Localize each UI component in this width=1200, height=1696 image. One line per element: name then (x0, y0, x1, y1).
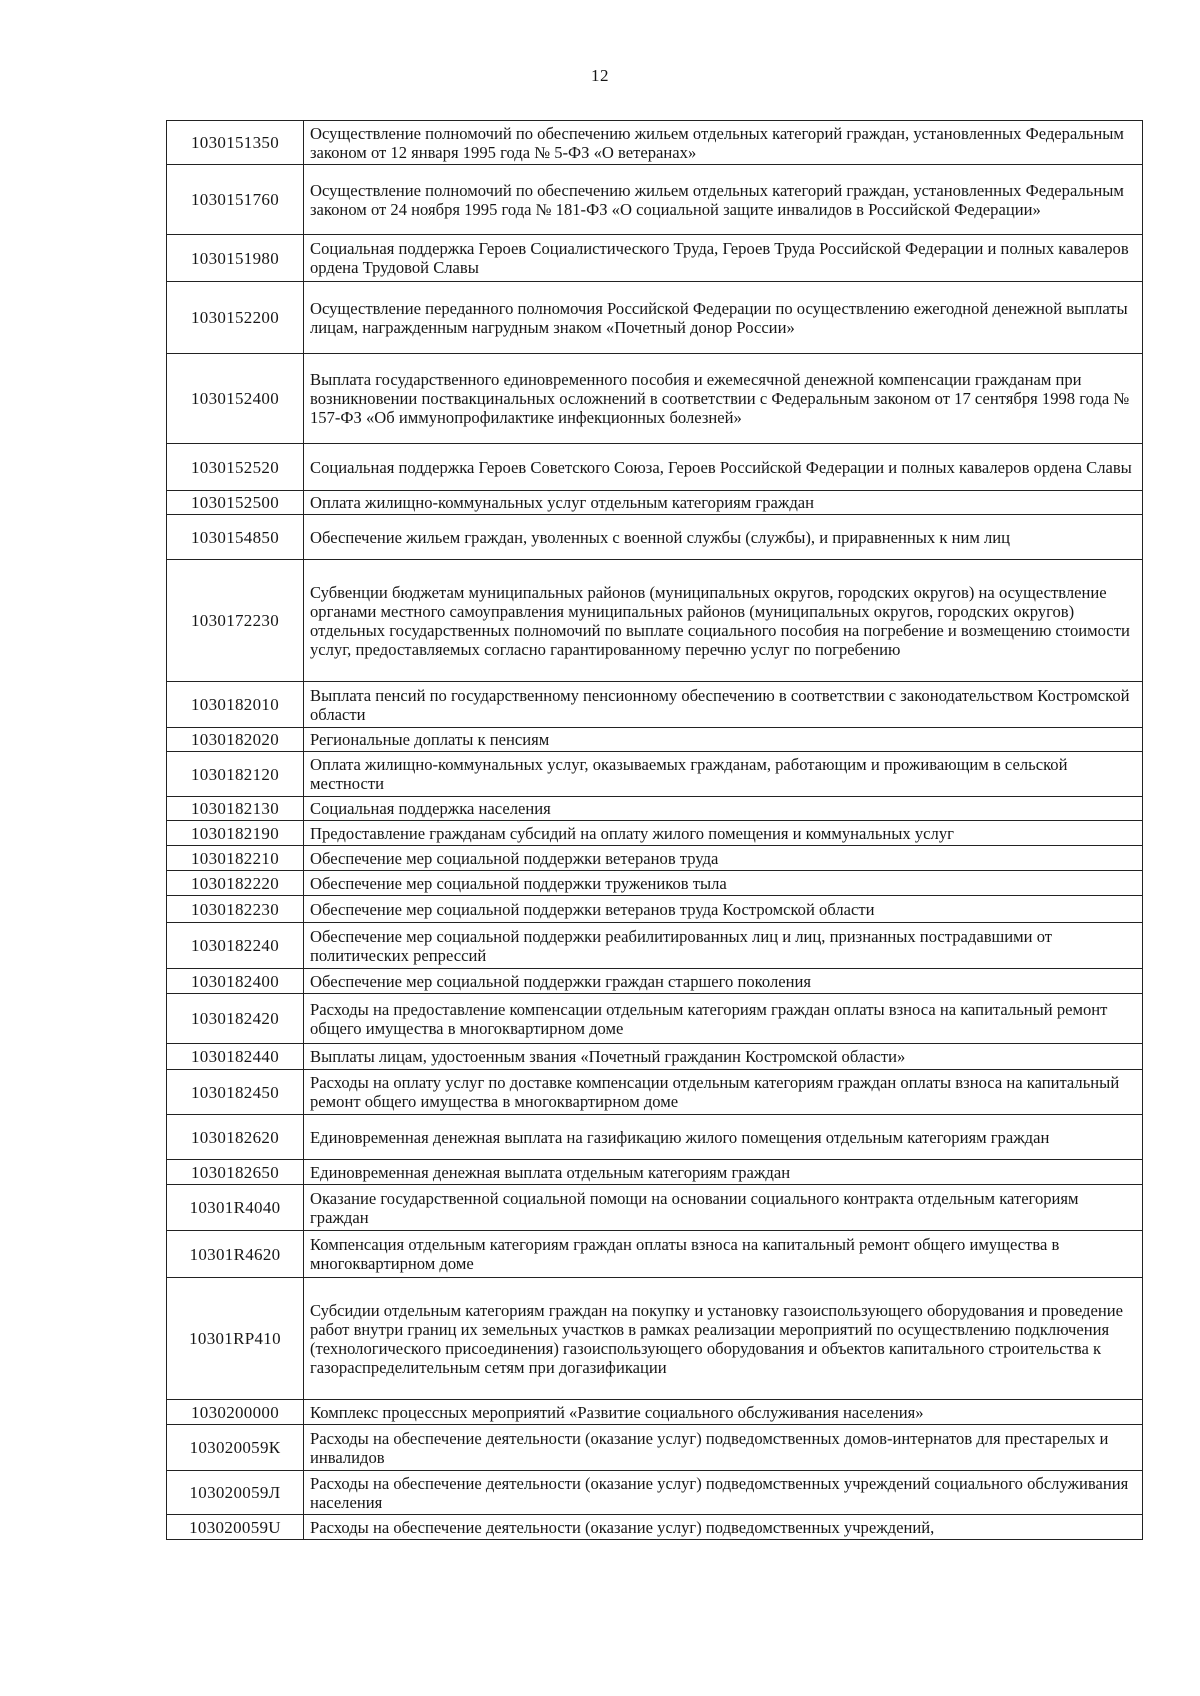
row-code: 1030151350 (167, 121, 304, 165)
table-row (167, 923, 1143, 969)
row-description: Субвенции бюджетам муниципальных районов (муниципальных округов, городских округов) на осуществление органами местного самоуправления муниципальных районов (муниципальных округов, городских округов) отдельных государственных полномочий по выплате социального пособия на погребение и возмещению стоимости услуг, предоставляемых согласно гарантированному перечню услуг по погребению (304, 560, 1143, 682)
table-row (167, 1160, 1143, 1185)
table-row (167, 728, 1143, 752)
row-code: 103020059К (167, 1425, 304, 1471)
row-description: Социальная поддержка населения (304, 797, 1143, 821)
table-row (167, 846, 1143, 871)
row-code: 1030182230 (167, 896, 304, 923)
table-row (167, 444, 1143, 491)
table-row (167, 752, 1143, 797)
table-row (167, 994, 1143, 1044)
table-row (167, 515, 1143, 560)
row-description: Расходы на обеспечение деятельности (оказание услуг) подведомственных учреждений, (304, 1515, 1143, 1540)
table-row (167, 682, 1143, 728)
row-description: Расходы на обеспечение деятельности (оказание услуг) подведомственных учреждений социального обслуживания населения (304, 1471, 1143, 1515)
row-description: Выплата пенсий по государственному пенсионному обеспечению в соответствии с законодательством Костромской области (304, 682, 1143, 728)
row-code: 1030182210 (167, 846, 304, 871)
table-row (167, 1231, 1143, 1278)
row-description: Обеспечение мер социальной поддержки граждан старшего поколения (304, 969, 1143, 994)
row-description: Региональные доплаты к пенсиям (304, 728, 1143, 752)
row-code: 1030182440 (167, 1044, 304, 1070)
table-row (167, 121, 1143, 165)
row-code: 103020059U (167, 1515, 304, 1540)
table-row (167, 1278, 1143, 1400)
row-code: 1030182220 (167, 871, 304, 896)
row-code: 1030152500 (167, 491, 304, 515)
table-row (167, 1115, 1143, 1160)
row-code: 1030182240 (167, 923, 304, 969)
row-code: 103020059Л (167, 1471, 304, 1515)
row-description: Социальная поддержка Героев Советского Союза, Героев Российской Федерации и полных кавалеров ордена Славы (304, 444, 1143, 491)
table-row (167, 235, 1143, 282)
row-code: 1030152400 (167, 354, 304, 444)
row-description: Предоставление гражданам субсидий на оплату жилого помещения и коммунальных услуг (304, 821, 1143, 846)
table-row (167, 1425, 1143, 1471)
table-row (167, 282, 1143, 354)
table-row (167, 1400, 1143, 1425)
row-code: 10301R4620 (167, 1231, 304, 1278)
table-row (167, 491, 1143, 515)
row-description: Компенсация отдельным категориям граждан оплаты взноса на капитальный ремонт общего имущества в многоквартирном доме (304, 1231, 1143, 1278)
table-row (167, 1471, 1143, 1515)
table-row (167, 821, 1143, 846)
row-code: 1030151760 (167, 165, 304, 235)
row-code: 10301RP410 (167, 1278, 304, 1400)
table-row (167, 1070, 1143, 1115)
table-row (167, 896, 1143, 923)
row-code: 1030182130 (167, 797, 304, 821)
row-description: Расходы на предоставление компенсации отдельным категориям граждан оплаты взноса на капитальный ремонт общего имущества в многоквартирном доме (304, 994, 1143, 1044)
row-description: Расходы на оплату услуг по доставке компенсации отдельным категориям граждан оплаты взноса на капитальный ремонт общего имущества в многоквартирном доме (304, 1070, 1143, 1115)
row-code: 1030182420 (167, 994, 304, 1044)
table-row (167, 1185, 1143, 1231)
row-description: Социальная поддержка Героев Социалистического Труда, Героев Труда Российской Федерации и полных кавалеров ордена Трудовой Славы (304, 235, 1143, 282)
row-description: Субсидии отдельным категориям граждан на покупку и установку газоиспользующего оборудования и проведение работ внутри границ их земельных участков в рамках реализации мероприятий по осуществлению подключения (технологического присоединения) газоиспользующего оборудования и объектов капитального строительства к газораспределительным сетям при догазификации (304, 1278, 1143, 1400)
row-description: Обеспечение мер социальной поддержки ветеранов труда (304, 846, 1143, 871)
row-code: 1030151980 (167, 235, 304, 282)
row-description: Оказание государственной социальной помощи на основании социального контракта отдельным категориям граждан (304, 1185, 1143, 1231)
row-code: 1030182620 (167, 1115, 304, 1160)
row-code: 1030182650 (167, 1160, 304, 1185)
row-description: Комплекс процессных мероприятий «Развитие социального обслуживания населения» (304, 1400, 1143, 1425)
row-description: Осуществление полномочий по обеспечению жильем отдельных категорий граждан, установленных Федеральным законом от 24 ноября 1995 года № 181-ФЗ «О социальной защите инвалидов в Российской Федерации» (304, 165, 1143, 235)
row-code: 1030182190 (167, 821, 304, 846)
table-row (167, 871, 1143, 896)
row-description: Осуществление полномочий по обеспечению жильем отдельных категорий граждан, установленных Федеральным законом от 12 января 1995 года № 5-ФЗ «О ветеранах» (304, 121, 1143, 165)
row-description: Обеспечение жильем граждан, уволенных с военной службы (службы), и приравненных к ним лиц (304, 515, 1143, 560)
row-code: 1030152520 (167, 444, 304, 491)
row-description: Расходы на обеспечение деятельности (оказание услуг) подведомственных домов-интернатов для престарелых и инвалидов (304, 1425, 1143, 1471)
row-description: Выплаты лицам, удостоенным звания «Почетный гражданин Костромской области» (304, 1044, 1143, 1070)
table-row (167, 354, 1143, 444)
row-description: Оплата жилищно-коммунальных услуг отдельным категориям граждан (304, 491, 1143, 515)
table-row (167, 969, 1143, 994)
row-code: 1030152200 (167, 282, 304, 354)
table-row (167, 165, 1143, 235)
row-description: Обеспечение мер социальной поддержки реабилитированных лиц и лиц, признанных пострадавшими от политических репрессий (304, 923, 1143, 969)
table-row (167, 1044, 1143, 1070)
row-description: Оплата жилищно-коммунальных услуг, оказываемых гражданам, работающим и проживающим в сельской местности (304, 752, 1143, 797)
row-code: 1030182120 (167, 752, 304, 797)
table-row (167, 797, 1143, 821)
row-description: Осуществление переданного полномочия Российской Федерации по осуществлению ежегодной денежной выплаты лицам, награжденным нагрудным знаком «Почетный донор России» (304, 282, 1143, 354)
budget-codes-table (166, 120, 1143, 1540)
row-code: 10301R4040 (167, 1185, 304, 1231)
row-code: 1030172230 (167, 560, 304, 682)
row-code: 1030182020 (167, 728, 304, 752)
row-code: 1030182400 (167, 969, 304, 994)
row-description: Обеспечение мер социальной поддержки ветеранов труда Костромской области (304, 896, 1143, 923)
row-code: 1030182450 (167, 1070, 304, 1115)
row-description: Выплата государственного единовременного пособия и ежемесячной денежной компенсации гражданам при возникновении поствакцинальных осложнений в соответствии с Федеральным законом от 17 сентября 1998 года № 157-ФЗ «Об иммунопрофилактике инфекционных болезней» (304, 354, 1143, 444)
table-row (167, 1515, 1143, 1540)
row-description: Единовременная денежная выплата отдельным категориям граждан (304, 1160, 1143, 1185)
row-code: 1030200000 (167, 1400, 304, 1425)
row-description: Единовременная денежная выплата на газификацию жилого помещения отдельным категориям граждан (304, 1115, 1143, 1160)
row-description: Обеспечение мер социальной поддержки тружеников тыла (304, 871, 1143, 896)
table-row (167, 560, 1143, 682)
page-number: 12 (591, 66, 609, 85)
budget-codes-table-body (167, 121, 1143, 1540)
row-code: 1030154850 (167, 515, 304, 560)
row-code: 1030182010 (167, 682, 304, 728)
